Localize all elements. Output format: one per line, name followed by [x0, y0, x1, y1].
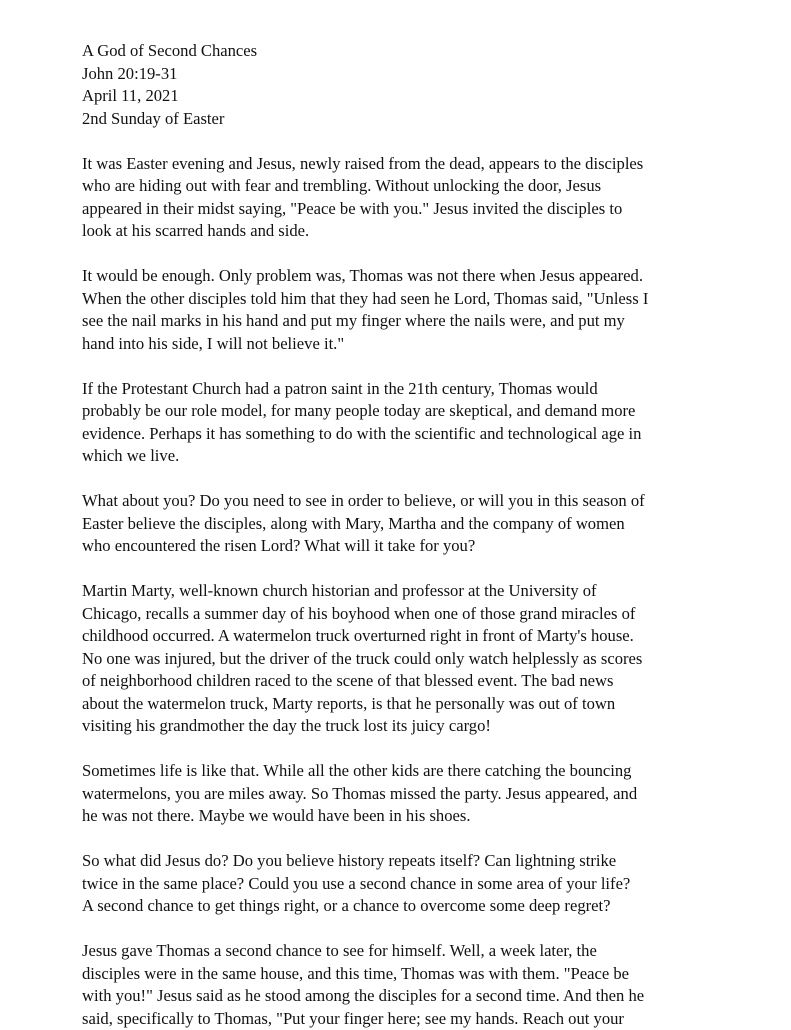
text-line: who encountered the risen Lord? What will it take for you?	[82, 535, 722, 558]
paragraph	[82, 490, 722, 558]
text-line: Easter believe the disciples, along with Mary, Martha and the company of women	[82, 513, 722, 536]
text-line: It was Easter evening and Jesus, newly raised from the dead, appears to the disciples	[82, 153, 722, 176]
sermon-title: A God of Second Chances	[82, 40, 722, 63]
paragraph	[82, 153, 722, 243]
text-line: with you!" Jesus said as he stood among the disciples for a second time. And then he	[82, 985, 722, 1008]
text-line: Martin Marty, well-known church historian and professor at the University of	[82, 580, 722, 603]
text-line: childhood occurred. A watermelon truck overturned right in front of Marty's house.	[82, 625, 722, 648]
text-line: Sometimes life is like that. While all the other kids are there catching the bouncing	[82, 760, 722, 783]
paragraph	[82, 850, 722, 918]
text-line: What about you? Do you need to see in order to believe, or will you in this season of	[82, 490, 722, 513]
text-line: It would be enough. Only problem was, Thomas was not there when Jesus appeared.	[82, 265, 722, 288]
text-line: twice in the same place? Could you use a second chance in some area of your life?	[82, 873, 722, 896]
text-line: he was not there. Maybe we would have been in his shoes.	[82, 805, 722, 828]
text-line: see the nail marks in his hand and put my finger where the nails were, and put my	[82, 310, 722, 333]
text-line: which we live.	[82, 445, 722, 468]
text-line: Chicago, recalls a summer day of his boyhood when one of those grand miracles of	[82, 603, 722, 626]
text-line: If the Protestant Church had a patron saint in the 21th century, Thomas would	[82, 378, 722, 401]
text-line: hand into his side, I will not believe it."	[82, 333, 722, 356]
text-line: evidence. Perhaps it has something to do with the scientific and technological age in	[82, 423, 722, 446]
text-line: watermelons, you are miles away. So Thomas missed the party. Jesus appeared, and	[82, 783, 722, 806]
text-line: Jesus gave Thomas a second chance to see for himself. Well, a week later, the	[82, 940, 722, 963]
paragraph	[82, 940, 722, 1030]
paragraph	[82, 760, 722, 828]
text-line: who are hiding out with fear and trembling. Without unlocking the door, Jesus	[82, 175, 722, 198]
text-line: visiting his grandmother the day the truck lost its juicy cargo!	[82, 715, 722, 738]
text-line: So what did Jesus do? Do you believe history repeats itself? Can lightning strike	[82, 850, 722, 873]
text-line: of neighborhood children raced to the scene of that blessed event. The bad news	[82, 670, 722, 693]
paragraph-list	[82, 153, 722, 1030]
text-line: No one was injured, but the driver of the truck could only watch helplessly as scores	[82, 648, 722, 671]
liturgical-occasion: 2nd Sunday of Easter	[82, 108, 722, 131]
text-line: disciples were in the same house, and this time, Thomas was with them. "Peace be	[82, 963, 722, 986]
text-line: about the watermelon truck, Marty reports, is that he personally was out of town	[82, 693, 722, 716]
text-line: When the other disciples told him that they had seen he Lord, Thomas said, "Unless I	[82, 288, 722, 311]
sermon-body	[82, 40, 722, 1030]
paragraph	[82, 378, 722, 468]
document-header	[82, 40, 722, 130]
text-line: look at his scarred hands and side.	[82, 220, 722, 243]
scripture-reference: John 20:19-31	[82, 63, 722, 86]
text-line: probably be our role model, for many people today are skeptical, and demand more	[82, 400, 722, 423]
text-line: said, specifically to Thomas, "Put your finger here; see my hands. Reach out your	[82, 1008, 722, 1030]
paragraph	[82, 580, 722, 738]
text-line: A second chance to get things right, or a chance to overcome some deep regret?	[82, 895, 722, 918]
text-line: appeared in their midst saying, "Peace be with you." Jesus invited the disciples to	[82, 198, 722, 221]
sermon-date: April 11, 2021	[82, 85, 722, 108]
paragraph	[82, 265, 722, 355]
